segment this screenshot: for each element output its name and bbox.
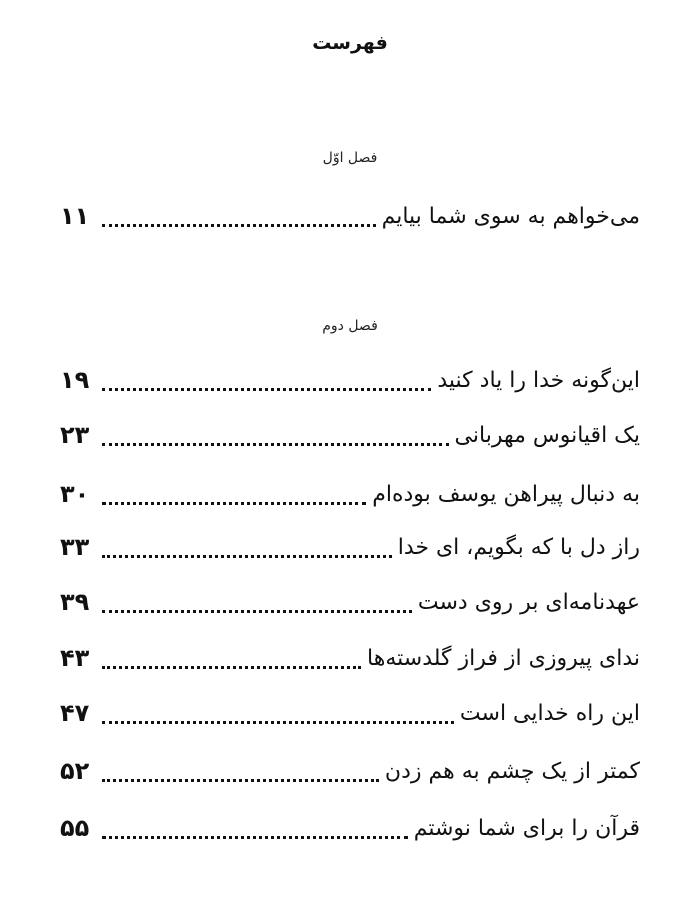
toc-entry-page: ۵۵: [60, 814, 90, 842]
toc-entry-page: ۵۲: [60, 757, 90, 785]
toc-entry-page: ۳۳: [60, 533, 90, 561]
chapter-heading-1: فصل اوّل: [322, 150, 378, 166]
chapter-heading-2: فصل دوم: [322, 318, 378, 334]
toc-entry[interactable]: [60, 808, 640, 848]
leader-dots: [102, 777, 379, 782]
toc-entry[interactable]: [60, 196, 640, 236]
toc-entry[interactable]: [60, 582, 640, 622]
toc-entry-title: این راه خدایی است: [459, 700, 640, 726]
leader-dots: [102, 834, 408, 839]
toc-entry-title: می‌خواهم به سوی شما بیایم: [381, 203, 640, 229]
toc-entry-page: ۱۹: [60, 366, 90, 394]
leader-dots: [102, 441, 449, 446]
leader-dots: [102, 608, 412, 613]
toc-entry-title: یک اقیانوس مهربانی: [454, 422, 640, 448]
toc-entry[interactable]: [60, 693, 640, 733]
toc-entry-title: این‌گونه خدا را یاد کنید: [437, 367, 640, 393]
leader-dots: [102, 222, 376, 227]
toc-entry-page: ۲۳: [60, 421, 90, 449]
toc-entry-page: ۳۰: [60, 480, 90, 508]
toc-entry-title: ندای پیروزی از فراز گلدسته‌ها: [367, 645, 640, 671]
toc-entry-title: قرآن را برای شما نوشتم: [413, 815, 640, 841]
toc-entry[interactable]: [60, 415, 640, 455]
toc-entry-title: به دنبال پیراهن یوسف بوده‌ام: [372, 481, 640, 507]
toc-entry-page: ۱۱: [60, 202, 90, 230]
toc-entry[interactable]: [60, 527, 640, 567]
toc-entry[interactable]: [60, 751, 640, 791]
toc-entry-title: راز دل با که بگویم، ای خدا: [397, 534, 640, 560]
toc-entry-title: عهدنامه‌ای بر روی دست: [417, 589, 640, 615]
toc-entry-page: ۳۹: [60, 588, 90, 616]
toc-entry[interactable]: [60, 360, 640, 400]
leader-dots: [102, 553, 392, 558]
toc-entry-page: ۴۷: [60, 699, 90, 727]
toc-entry[interactable]: [60, 638, 640, 678]
page-title: فهرست: [312, 32, 388, 54]
leader-dots: [102, 719, 454, 724]
toc-entry[interactable]: [60, 474, 640, 514]
leader-dots: [102, 500, 366, 505]
toc-entry-title: کمتر از یک چشم به هم زدن: [384, 758, 640, 784]
leader-dots: [102, 386, 431, 391]
leader-dots: [102, 664, 361, 669]
toc-entry-page: ۴۳: [60, 644, 90, 672]
